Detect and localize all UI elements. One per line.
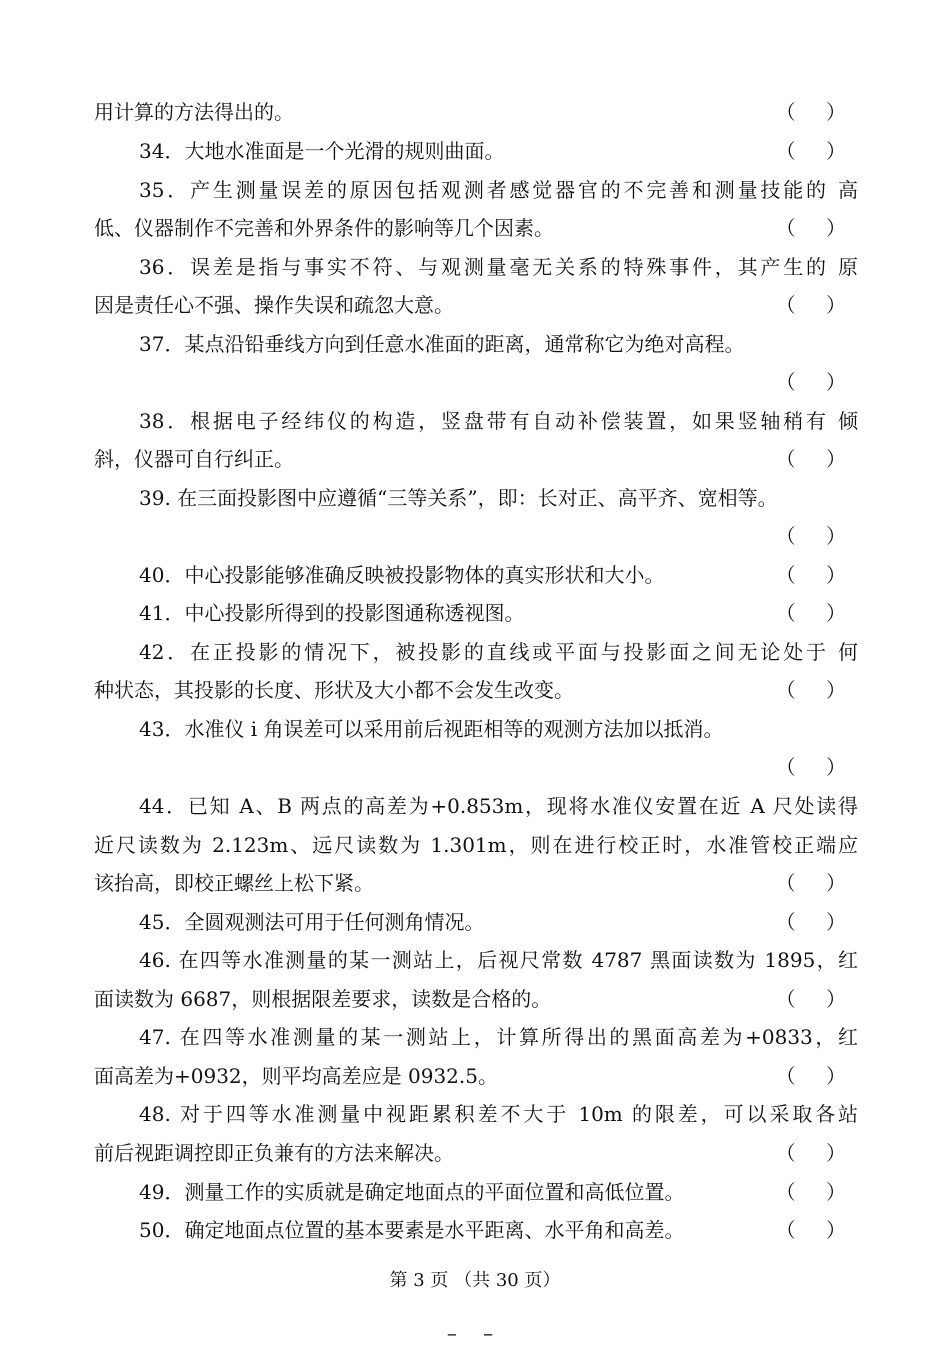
question-34: 34．大地水准面是一个光滑的规则曲面。 （ ）: [94, 136, 858, 166]
question-46: 46. 在四等水准测量的某一测站上，后视尺常数 4787 黑面读数为 1895，红: [139, 948, 858, 972]
text-line: 面读数为 6687，则根据限差要求，读数是合格的。 （ ）: [94, 984, 858, 1014]
answer-blank: （ ）: [775, 871, 858, 895]
question-45: 45．全圆观测法可用于任何测角情况。 （ ）: [94, 907, 858, 937]
text-line: 用计算的方法得出的。 （ ）: [94, 97, 858, 127]
answer-blank: （ ）: [775, 563, 858, 587]
question-42: 42．在正投影的情况下，被投影的直线或平面与投影面之间无论处于 何: [139, 640, 858, 664]
text-line: 种状态，其投影的长度、形状及大小都不会发生改变。 （ ）: [94, 675, 858, 705]
answer-blank: （ ）: [775, 678, 858, 702]
question-48: 48. 对于四等水准测量中视距累积差不大于 10m 的限差，可以采取各站: [139, 1102, 858, 1126]
text-line: 因是责任心不强、操作失误和疏忽大意。 （ ）: [94, 290, 858, 320]
question-37: 37．某点沿铅垂线方向到任意水准面的距离，通常称它为绝对高程。: [139, 332, 745, 356]
question-35: 35．产生测量误差的原因包括观测者感觉器官的不完善和测量技能的 高: [139, 178, 858, 202]
answer-blank: （ ）: [775, 1064, 858, 1088]
text-line: 面高差为+0932，则平均高差应是 0932.5。 （ ）: [94, 1061, 858, 1091]
answer-blank: （ ）: [775, 370, 858, 394]
answer-blank: （ ）: [775, 1180, 858, 1204]
question-49: 49．测量工作的实质就是确定地面点的平面位置和高低位置。 （ ）: [94, 1177, 858, 1207]
text-line: 近尺读数为 2.123m、远尺读数为 1.301m，则在进行校正时，水准管校正端应: [94, 833, 858, 857]
answer-blank: （ ）: [775, 139, 858, 163]
text-line: 斜，仪器可自行纠正。 （ ）: [94, 444, 858, 474]
answer-blank: （ ）: [775, 601, 858, 625]
answer-blank: （ ）: [775, 987, 858, 1011]
answer-blank: （ ）: [775, 910, 858, 934]
text-line: 低、仪器制作不完善和外界条件的影响等几个因素。 （ ）: [94, 213, 858, 243]
answer-blank: （ ）: [775, 447, 858, 471]
bottom-mark: – –: [446, 1321, 504, 1345]
question-40: 40．中心投影能够准确反映被投影物体的真实形状和大小。 （ ）: [94, 560, 858, 590]
question-39: 39. 在三面投影图中应遵循“三等关系”，即：长对正、高平齐、宽相等。: [139, 486, 778, 510]
question-44: 44．已知 A、B 两点的高差为+0.853m，现将水准仪安置在近 A 尺处读得: [139, 794, 858, 818]
answer-blank: （ ）: [775, 216, 858, 240]
answer-blank: （ ）: [775, 100, 858, 124]
text-line: 前后视距调控即正负兼有的方法来解决。 （ ）: [94, 1138, 858, 1168]
question-38: 38．根据电子经纬仪的构造，竖盘带有自动补偿装置，如果竖轴稍有 倾: [139, 409, 858, 433]
answer-blank: （ ）: [775, 1218, 858, 1242]
question-47: 47. 在四等水准测量的某一测站上，计算所得出的黑面高差为+0833，红: [139, 1025, 858, 1049]
question-36: 36．误差是指与事实不符、与观测量毫无关系的特殊事件，其产生的 原: [139, 255, 858, 279]
question-41: 41．中心投影所得到的投影图通称透视图。 （ ）: [94, 598, 858, 628]
answer-blank: （ ）: [775, 755, 858, 779]
answer-blank: （ ）: [775, 524, 858, 548]
question-50: 50．确定地面点位置的基本要素是水平距离、水平角和高差。 （ ）: [94, 1215, 858, 1245]
question-43: 43．水准仪 i 角误差可以采用前后视距相等的观测方法加以抵消。: [139, 717, 724, 741]
text-line: 该抬高，即校正螺丝上松下紧。 （ ）: [94, 868, 858, 898]
answer-blank: （ ）: [775, 1141, 858, 1165]
page-footer: 第 3 页 （共 30 页）: [389, 1270, 561, 1291]
answer-blank: （ ）: [775, 293, 858, 317]
